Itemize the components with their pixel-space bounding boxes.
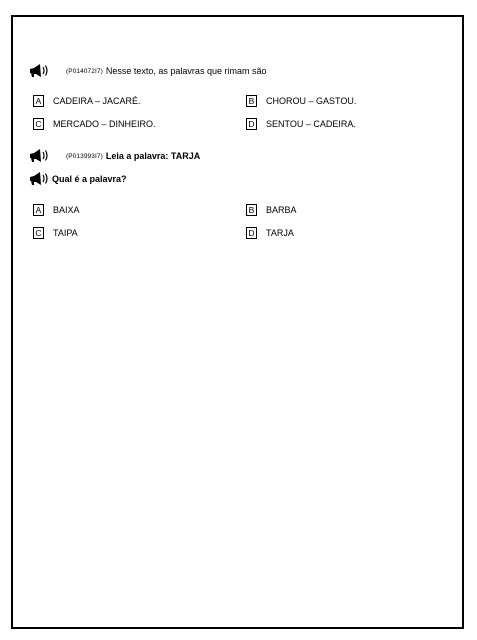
question-2-subheader xyxy=(28,171,127,187)
option-letter: D xyxy=(246,227,257,239)
page-frame xyxy=(11,15,464,629)
option-letter: A xyxy=(33,95,44,107)
option-letter: A xyxy=(33,204,44,216)
option-c[interactable] xyxy=(33,118,156,130)
option-c[interactable] xyxy=(33,227,78,239)
option-text: TAIPA xyxy=(53,228,78,238)
option-text: MERCADO – DINHEIRO. xyxy=(53,119,156,129)
question-prompt: Nesse texto, as palavras que rimam são xyxy=(105,66,267,76)
question-code: (P013993I7) xyxy=(66,152,103,160)
question-prompt: Leia a palavra: TARJA xyxy=(105,151,201,161)
speaker-audio-icon[interactable] xyxy=(28,171,50,187)
speaker-audio-icon[interactable] xyxy=(28,148,50,164)
option-letter: B xyxy=(246,95,257,107)
option-text: BAIXA xyxy=(53,205,80,215)
option-letter: C xyxy=(33,118,44,130)
question-1-header xyxy=(28,63,266,79)
option-a[interactable] xyxy=(33,95,141,107)
option-d[interactable] xyxy=(246,227,294,239)
speaker-audio-icon[interactable] xyxy=(28,63,50,79)
option-letter: B xyxy=(246,204,257,216)
option-d[interactable] xyxy=(246,118,356,130)
option-letter: D xyxy=(246,118,257,130)
option-b[interactable] xyxy=(246,204,297,216)
option-text: BARBA xyxy=(266,205,297,215)
option-a[interactable] xyxy=(33,204,80,216)
question-2-header xyxy=(28,148,200,164)
option-letter: C xyxy=(33,227,44,239)
option-b[interactable] xyxy=(246,95,356,107)
option-text: CHOROU – GASTOU. xyxy=(266,96,357,106)
option-text: TARJA xyxy=(266,228,294,238)
option-text: SENTOU – CADEIRA. xyxy=(266,119,356,129)
question-code: (P014072I7) xyxy=(66,67,103,75)
question-sub-prompt: Qual é a palavra? xyxy=(52,174,127,184)
option-text: CADEIRA – JACARÉ. xyxy=(53,96,141,106)
